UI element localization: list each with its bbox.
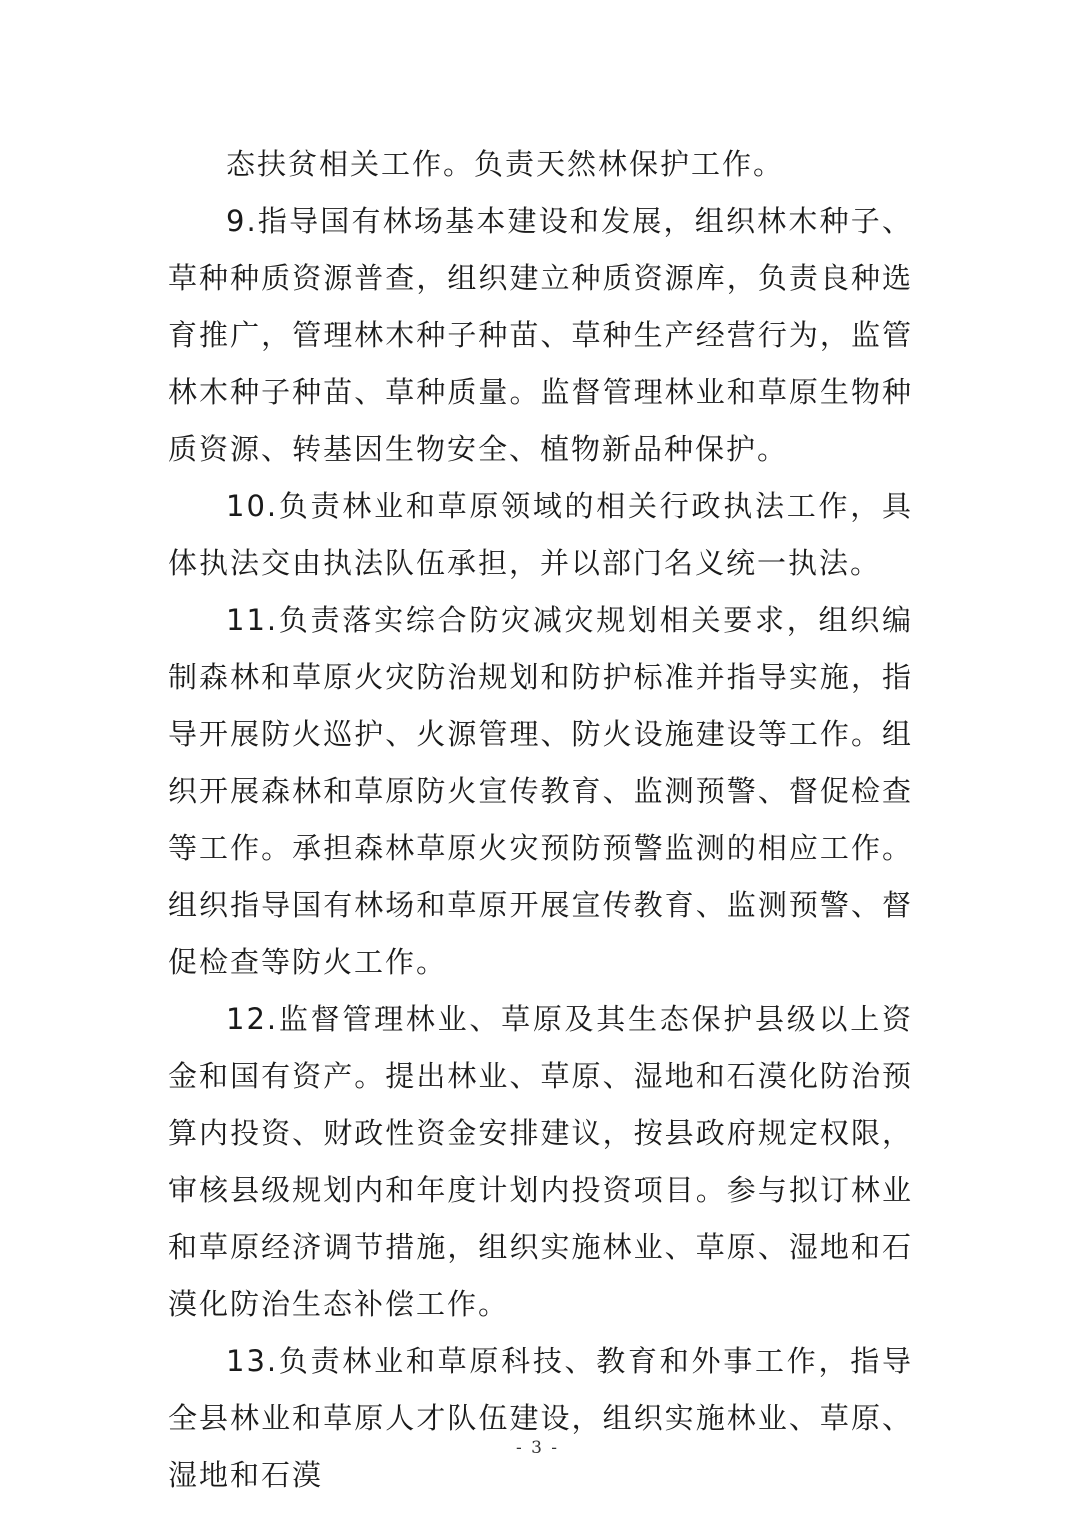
paragraph-item-9: 9.指导国有林场基本建设和发展，组织林木种子、草种种质资源普查，组织建立种质资源库，负责良种选育推广，管理林木种子种苗、草种生产经营行为，监管林木种子种苗、草种质量。监督管理林业和草原生物种质资源、转基因生物安全、植物新品种保护。	[168, 204, 913, 466]
paragraph-item-11: 11.负责落实综合防灾减灾规划相关要求，组织编制森林和草原火灾防治规划和防护标准并指导实施，指导开展防火巡护、火源管理、防火设施建设等工作。组织开展森林和草原防火宣传教育、监测预警、督促检查等工作。承担森林草原火灾预防预警监测的相应工作。组织指导国有林场和草原开展宣传教育、监测预警、督促检查等防火工作。	[168, 603, 913, 979]
paragraph-item-12: 12.监督管理林业、草原及其生态保护县级以上资金和国有资产。提出林业、草原、湿地和石漠化防治预算内投资、财政性资金安排建议，按县政府规定权限，审核县级规划内和年度计划内投资项目。参与拟订林业和草原经济调节措施，组织实施林业、草原、湿地和石漠化防治生态补偿工作。	[168, 1002, 913, 1321]
page-number: - 3 -	[515, 1438, 560, 1458]
paragraph-continued: 态扶贫相关工作。负责天然林保护工作。	[226, 147, 785, 181]
body-text	[168, 136, 913, 1504]
paragraph-item-10: 10.负责林业和草原领域的相关行政执法工作，具体执法交由执法队伍承担，并以部门名义统一执法。	[168, 489, 913, 580]
paragraph-item-13: 13.负责林业和草原科技、教育和外事工作，指导全县林业和草原人才队伍建设，组织实施林业、草原、湿地和石漠	[168, 1344, 913, 1492]
